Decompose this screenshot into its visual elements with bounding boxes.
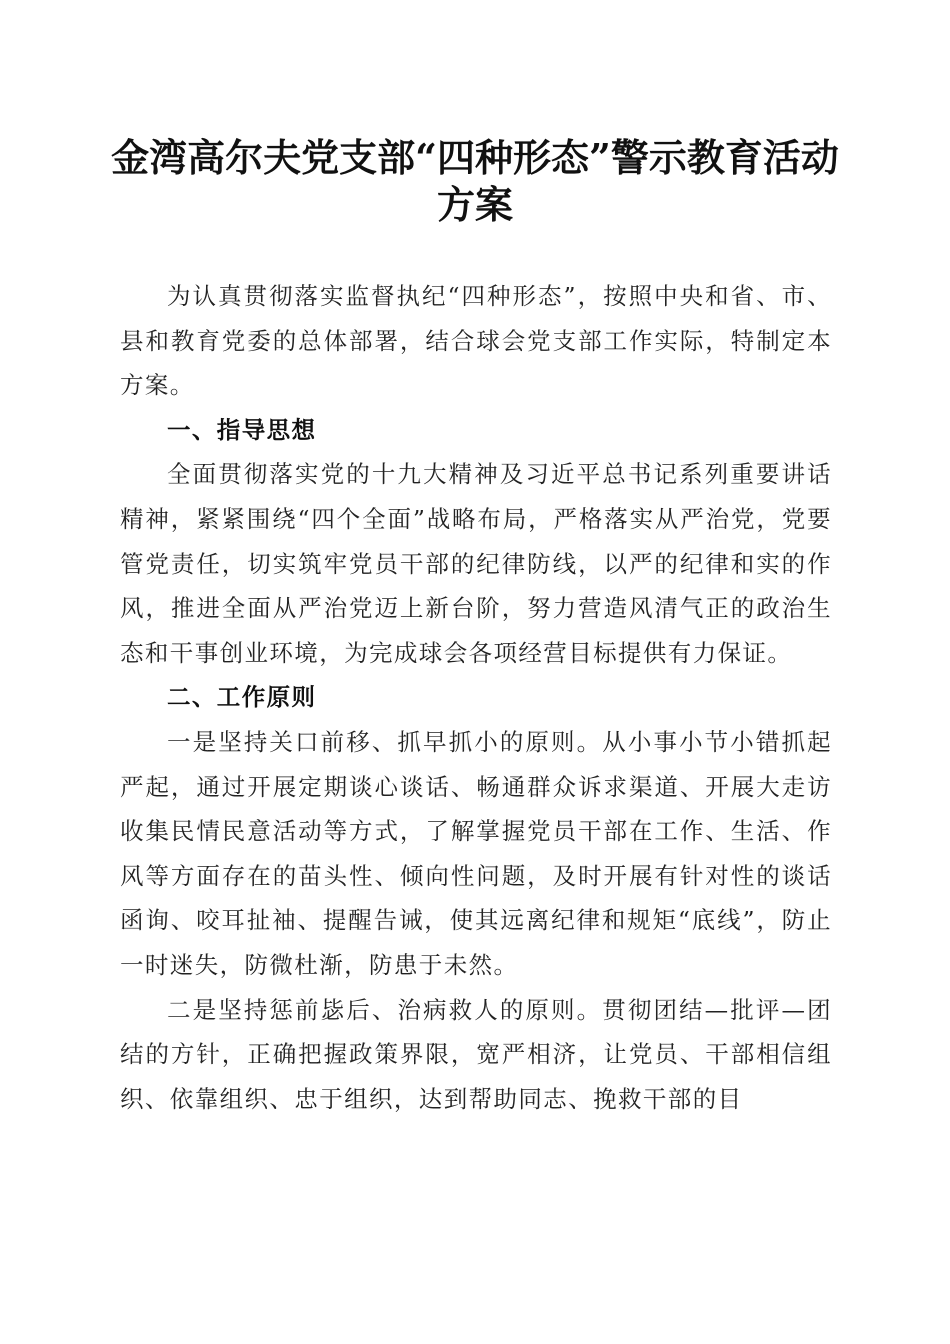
section-heading-guiding-ideology: 一、指导思想	[167, 415, 317, 444]
section-paragraph: 全面贯彻落实党的十九大精神及习近平总书记系列重要讲话精神，紧紧围绕“四个全面”战略布局，严格落实从严治党，党要管党责任，切实筑牢党员干部的纪律防线，以严的纪律和实的作风，推进全面从严治党迈上新台阶，努力营造风清气正的政治生态和干事创业环境，为完成球会各项经营目标提供有力保证。	[120, 460, 832, 667]
section-paragraph: 一是坚持关口前移、抓早抓小的原则。从小事小节小错抓起严起，通过开展定期谈心谈话、畅通群众诉求渠道、开展大走访收集民情民意活动等方式，了解掌握党员干部在工作、生活、作风等方面存在的苗头性、倾向性问题，及时开展有针对性的谈话函询、咬耳扯袖、提醒告诫，使其远离纪律和规矩“底线”，防止一时迷失，防微杜渐，防患于未然。	[120, 727, 832, 979]
intro-paragraph: 为认真贯彻落实监督执纪“四种形态”，按照中央和省、市、县和教育党委的总体部署，结合球会党支部工作实际，特制定本方案。	[120, 282, 832, 400]
document-body	[120, 274, 832, 1121]
document-title-line-1: 金湾高尔夫党支部“四种形态”警示教育活动	[111, 135, 839, 180]
section-heading-work-principles: 二、工作原则	[167, 683, 317, 712]
section-paragraph: 二是坚持惩前毖后、治病救人的原则。贯彻团结—批评—团结的方针，正确把握政策界限，宽严相济，让党员、干部相信组织、依靠组织、忠于组织，达到帮助同志、挽救干部的目	[120, 995, 832, 1113]
document-title-line-2: 方案	[436, 182, 513, 227]
